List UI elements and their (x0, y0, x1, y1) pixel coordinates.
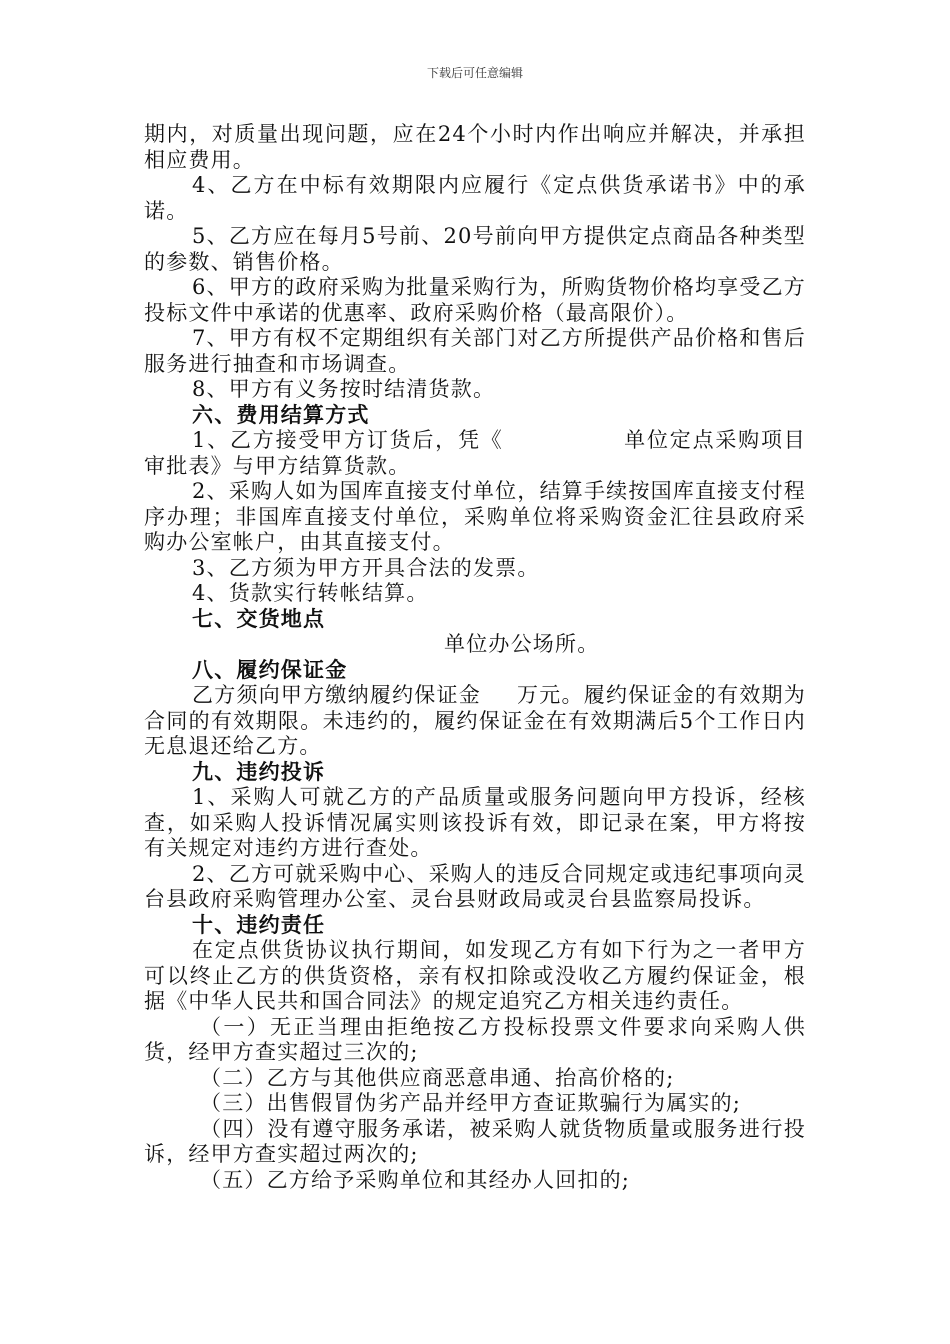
paragraph: 5、乙方应在每月5号前、20号前向甲方提供定点商品各种类型的参数、销售价格。 (144, 224, 806, 274)
section-heading: 十、违约责任 (192, 912, 326, 937)
paragraph: （三）出售假冒伪劣产品并经甲方查证欺骗行为属实的; (200, 1091, 742, 1115)
paragraph: 期内，对质量出现问题，应在24个小时内作出响应并解决，并承担相应费用。 (144, 122, 806, 172)
section-heading: 八、履约保证金 (192, 657, 348, 682)
paragraph-part: 单位定点采购项目审批表》与甲方结算货款。 (144, 428, 806, 478)
document-body (144, 122, 806, 1193)
paragraph: 6、甲方的政府采购为批量采购行为，所购货物价格均享受乙方投标文件中承诺的优惠率、政府采购价格（最高限价）。 (144, 275, 806, 325)
paragraph: 4、货款实行转帐结算。 (192, 581, 429, 605)
paragraph-part: 乙方须向甲方缴纳履约保证金 (192, 683, 481, 707)
paragraph: 2、乙方可就采购中心、采购人的违反合同规定或违纪事项向灵台县政府采购管理办公室、灵台县财政局或灵台县监察局投诉。 (144, 861, 806, 911)
page-header: 下载后可任意编辑 (426, 66, 523, 80)
paragraph: 1、采购人可就乙方的产品质量或服务问题向甲方投诉，经核查，如采购人投诉情况属实则该投诉有效，即记录在案，甲方将按有关规定对违约方进行查处。 (144, 785, 806, 860)
section-heading: 九、违约投诉 (192, 759, 326, 784)
paragraph: 8、甲方有义务按时结清货款。 (192, 377, 496, 401)
paragraph: 在定点供货协议执行期间，如发现乙方有如下行为之一者甲方可以终止乙方的供货资格，亲有权扣除或没收乙方履约保证金，根据《中华人民共和国合同法》的规定追究乙方相关违约责任。 (144, 938, 806, 1013)
paragraph: （四）没有遵守服务承诺，被采购人就货物质量或服务进行投诉，经甲方查实超过两次的; (144, 1116, 806, 1166)
section-heading: 七、交货地点 (192, 606, 326, 631)
paragraph (144, 428, 806, 479)
section-heading: 六、费用结算方式 (192, 402, 370, 427)
paragraph-part: 单位办公场所。 (444, 632, 600, 656)
paragraph: （五）乙方给予采购单位和其经办人回扣的; (200, 1167, 631, 1192)
paragraph: 3、乙方须为甲方开具合法的发票。 (192, 555, 540, 580)
paragraph-part: 万元。履约保证金的有效期为合同的有效期限。未违约的，履约保证金在有效期满后5个工作日内无息退还给乙方。 (144, 683, 806, 758)
paragraph: （二）乙方与其他供应商恶意串通、抬高价格的; (200, 1065, 675, 1090)
paragraph: 7、甲方有权不定期组织有关部门对乙方所提供产品价格和售后服务进行抽查和市场调查。 (144, 326, 806, 376)
paragraph (144, 632, 806, 658)
paragraph: 4、乙方在中标有效期限内应履行《定点供货承诺书》中的承诺。 (144, 173, 806, 223)
paragraph: （一）无正当理由拒绝按乙方投标投票文件要求向采购人供货，经甲方查实超过三次的; (144, 1014, 806, 1064)
paragraph-part: 1、乙方接受甲方订货后，凭《 (192, 428, 504, 452)
paragraph: 2、采购人如为国库直接支付单位，结算手续按国库直接支付程序办理；非国库直接支付单位，采购单位将采购资金汇往县政府采购办公室帐户，由其直接支付。 (144, 479, 806, 554)
paragraph (144, 683, 806, 760)
